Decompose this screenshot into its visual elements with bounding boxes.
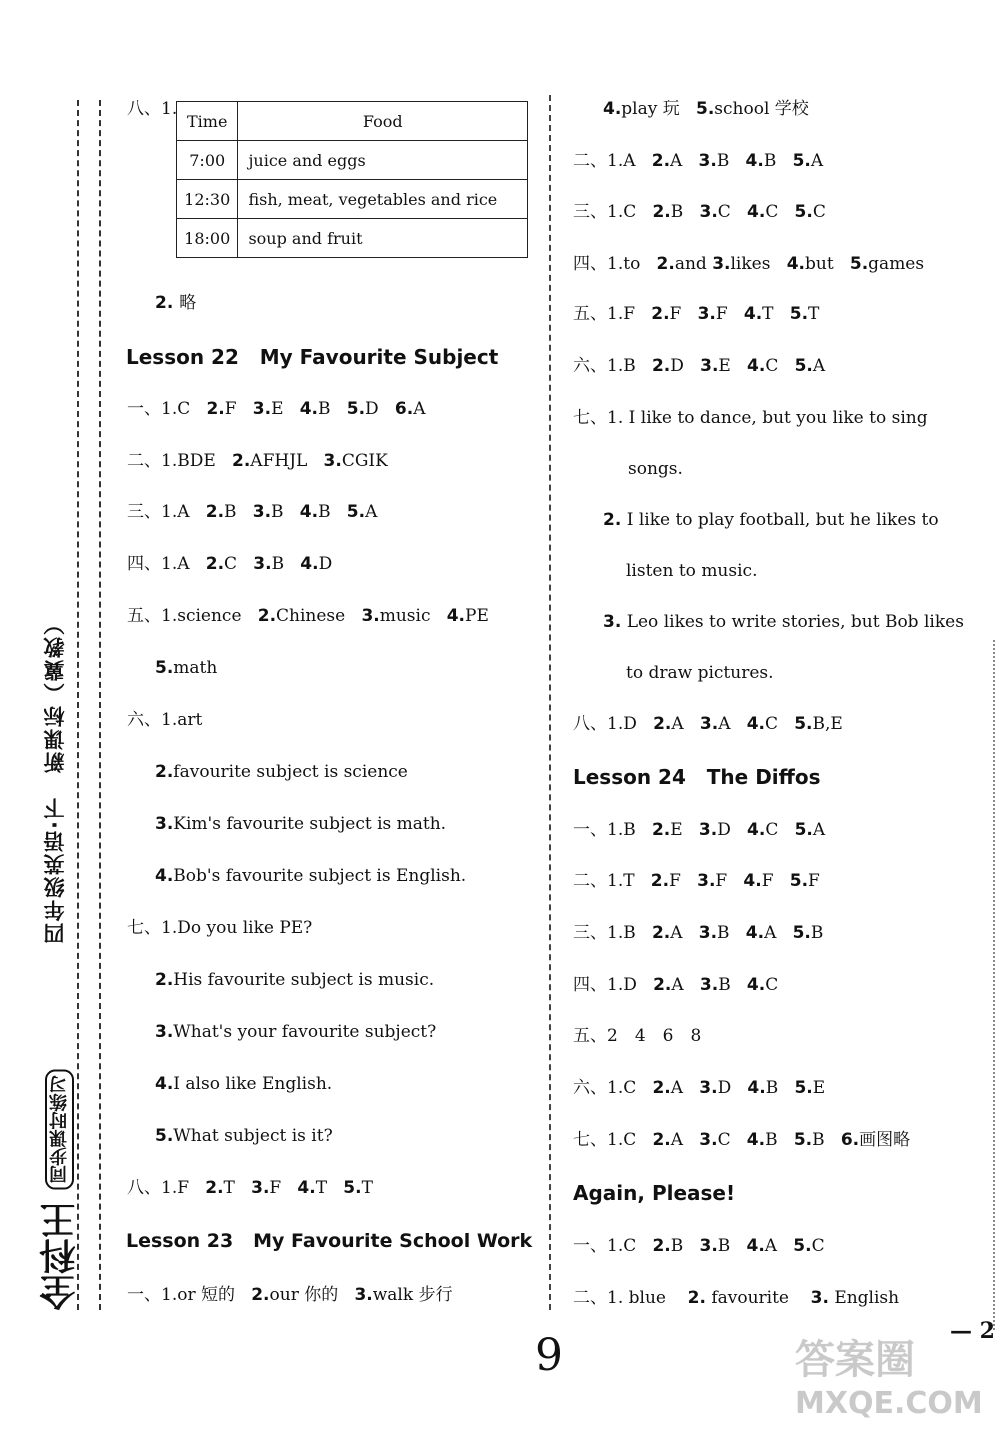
table-header-row <box>177 102 528 141</box>
table-row <box>177 219 528 258</box>
answer-line: 四、1.to 2.and 3.likes 4.but 5.games <box>573 254 925 274</box>
answer-line: 七、1.C 2.A 3.C 4.B 5.B 6.画图略 <box>573 1130 911 1150</box>
answer-line: listen to music. <box>626 561 758 581</box>
answer-line: 五、1.F 2.F 3.F 4.T 5.T <box>573 304 820 324</box>
page-number: — 2 <box>950 1318 995 1344</box>
answer-line: 3. Leo likes to write stories, but Bob likes <box>603 612 964 632</box>
table-header: Food <box>238 102 528 141</box>
table-cell: fish, meat, vegetables and rice <box>238 180 528 219</box>
answer-line: 一、1.B 2.E 3.D 4.C 5.A <box>573 820 826 840</box>
edge-dotted-line <box>993 640 995 1330</box>
answer-line: 4.Bob's favourite subject is English. <box>155 866 467 886</box>
handwritten-mark: 9 <box>535 1330 563 1381</box>
watermark <box>795 1338 983 1426</box>
section-heading: Again, Please! <box>573 1181 736 1205</box>
answer-line: to draw pictures. <box>626 663 774 683</box>
answer-line: 七、1. I like to dance, but you like to sing <box>573 408 928 428</box>
answer-line: 2. I like to play football, but he likes to <box>603 510 939 530</box>
table-header: Time <box>177 102 238 141</box>
answer-line: 二、1.T 2.F 3.F 4.F 5.F <box>573 871 820 891</box>
answer-line: 二、1.A 2.A 3.B 4.B 5.A <box>573 151 824 171</box>
answer-line: 2. 略 <box>155 293 197 313</box>
answer-line: 七、1.Do you like PE? <box>127 918 313 938</box>
answer-line: 三、1.C 2.B 3.C 4.C 5.C <box>573 202 826 222</box>
table-row <box>177 141 528 180</box>
answer-line: 三、1.A 2.B 3.B 4.B 5.A <box>127 502 378 522</box>
binding-spine <box>0 0 115 1431</box>
answer-line: 八、1.D 2.A 3.A 4.C 5.B,E <box>573 714 843 734</box>
brand-name: 全科王 <box>39 1202 81 1311</box>
lesson-heading: Lesson 22 My Favourite Subject <box>126 345 499 369</box>
answer-line: 八、1.F 2.T 3.F 4.T 5.T <box>127 1178 373 1198</box>
lesson-heading: Lesson 24 The Diffos <box>573 765 821 789</box>
table-cell: juice and eggs <box>238 141 528 180</box>
watermark-url: MXQE.COM <box>795 1386 983 1421</box>
table-cell: 18:00 <box>177 219 238 258</box>
answer-line: 5.math <box>155 658 218 678</box>
cut-line <box>99 100 101 1310</box>
column-divider <box>549 95 551 1310</box>
answer-line: 4.I also like English. <box>155 1074 333 1094</box>
answer-line: 4.play 玩 5.school 学校 <box>603 99 809 119</box>
answer-line: 二、1. blue 2. favourite 3. English <box>573 1288 900 1308</box>
answer-line: 五、1.science 2.Chinese 3.music 4.PE <box>127 606 489 626</box>
answer-line: 六、1.B 2.D 3.E 4.C 5.A <box>573 356 826 376</box>
answer-line: 六、1.art <box>127 710 203 730</box>
q8-label: 八、1. <box>127 99 178 119</box>
answer-line: 五、2 4 6 8 <box>573 1026 702 1046</box>
table-cell: soup and fruit <box>238 219 528 258</box>
table-cell: 12:30 <box>177 180 238 219</box>
watermark-text: 答案圈 <box>795 1337 915 1383</box>
answer-line: 四、1.A 2.C 3.B 4.D <box>127 554 333 574</box>
answer-line: songs. <box>628 459 683 479</box>
table-row <box>177 180 528 219</box>
answer-line: 四、1.D 2.A 3.B 4.C <box>573 975 779 995</box>
answer-line: 一、1.C 2.B 3.B 4.A 5.C <box>573 1236 825 1256</box>
answer-line: 3.What's your favourite subject? <box>155 1022 437 1042</box>
answer-line: 一、1.or 短的 2.our 你的 3.walk 步行 <box>127 1285 453 1305</box>
table-cell: 7:00 <box>177 141 238 180</box>
answer-line: 一、1.C 2.F 3.E 4.B 5.D 6.A <box>127 399 426 419</box>
answer-line: 六、1.C 2.A 3.D 4.B 5.E <box>573 1078 826 1098</box>
answer-line: 2.His favourite subject is music. <box>155 970 435 990</box>
answer-line: 2.favourite subject is science <box>155 762 408 782</box>
brand-subtitle: 同步课时练习 <box>45 1070 74 1190</box>
answer-line: 三、1.B 2.A 3.B 4.A 5.B <box>573 923 824 943</box>
book-title: 四年级英语·下 新课标（冀教） <box>43 612 67 944</box>
brand-logo <box>34 1070 94 1311</box>
answer-line: 5.What subject is it? <box>155 1126 333 1146</box>
meal-table <box>176 101 528 258</box>
answer-line: 二、1.BDE 2.AFHJL 3.CGIK <box>127 451 388 471</box>
lesson-heading: Lesson 23 My Favourite School Work <box>126 1230 533 1252</box>
answer-line: 3.Kim's favourite subject is math. <box>155 814 447 834</box>
